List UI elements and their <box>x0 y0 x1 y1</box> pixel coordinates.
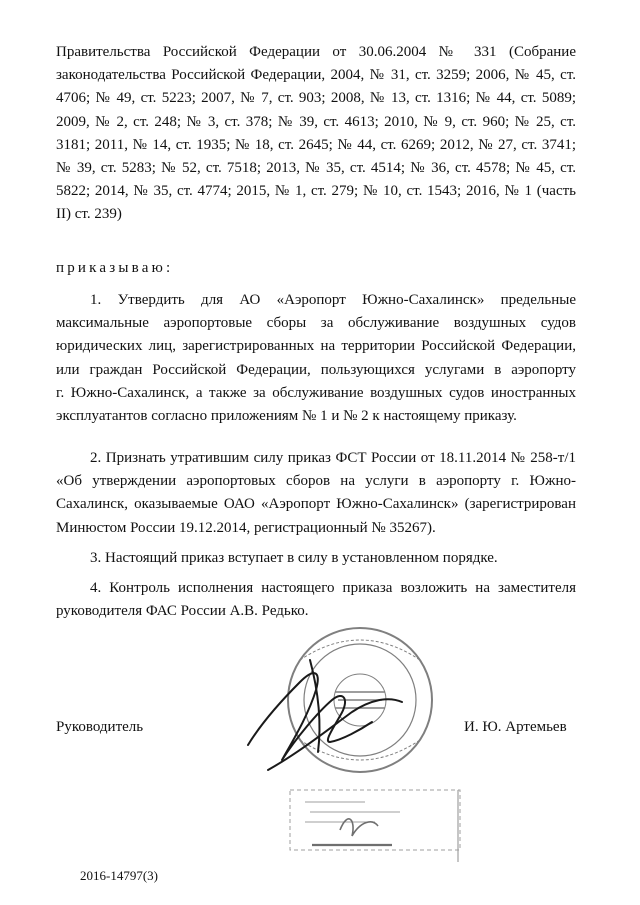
clause-line: юридических лиц, зарегистрированных на территории Российской Федерации, <box>56 338 576 355</box>
official-seal <box>288 628 432 772</box>
preamble-line: Правительства Российской Федерации от 30.06.2004 № 331 (Собрание <box>56 44 576 60</box>
clause-line: 1. Утвердить для АО «Аэропорт Южно-Сахалинск» предельные <box>90 292 576 308</box>
order-word: приказываю: <box>56 260 174 276</box>
clause-line: г. Южно-Сахалинск, а также за обслуживание воздушных судов иностранных <box>56 384 576 401</box>
preamble-line: II) ст. 239) <box>56 206 122 223</box>
clause-line: максимальные аэропортовые сборы за обслуживание воздушных судов <box>56 315 576 332</box>
preamble-line: № 39, ст. 5283; № 52, ст. 7518; 2013, № 35, ст. 4514; № 36, ст. 4578; № 45, ст. <box>56 160 576 177</box>
preamble-line: 2009, № 2, ст. 248; № 3, ст. 378; № 39, ст. 4613; 2010, № 9, ст. 960; № 25, ст. <box>56 113 576 130</box>
preamble-line: 5822; 2014, № 35, ст. 4774; 2015, № 1, ст. 279; № 10, ст. 1543; 2016, № 1 (часть <box>56 183 576 200</box>
clause-line: 3. Настоящий приказ вступает в силу в установленном порядке. <box>90 550 498 566</box>
clause-line: Сахалинск, оказываемые ОАО «Аэропорт Южно-Сахалинск» (зарегистрирован <box>56 496 576 513</box>
signer-name: И. Ю. Артемьев <box>464 719 567 735</box>
registration-stamp <box>290 790 460 862</box>
clause-line: 2. Признать утратившим силу приказ ФСТ России от 18.11.2014 № 258-т/1 <box>90 450 576 466</box>
clause-line: руководителя ФАС России А.В. Редько. <box>56 603 309 620</box>
clause-line: Минюстом России 19.12.2014, регистрационный № 35267). <box>56 519 436 536</box>
signer-position: Руководитель <box>56 719 144 735</box>
preamble-line: законодательства Российской Федерации, 2004, № 31, ст. 3259; 2006, № 45, ст. <box>56 67 576 84</box>
document-number: 2016-14797(3) <box>80 868 158 883</box>
clause-line: 4. Контроль исполнения настоящего приказа возложить на заместителя <box>90 580 576 596</box>
handwritten-signature <box>248 660 402 770</box>
clause-line: или граждан Российской Федерации, пользующихся услугами в аэропорту <box>56 361 576 378</box>
preamble-line: 3181; 2011, № 14, ст. 1935; № 18, ст. 2645; № 44, ст. 6269; 2012, № 27, ст. 3741; <box>56 136 576 153</box>
clause-line: эксплуатантов согласно приложениям № 1 и № 2 к настоящему приказу. <box>56 408 517 425</box>
preamble-line: 4706; № 49, ст. 5223; 2007, № 7, ст. 903; 2008, № 13, ст. 1316; № 44, ст. 5089; <box>56 90 576 107</box>
clause-line: «Об утверждении аэропортовых сборов на услуги в аэропорту г. Южно- <box>56 473 576 490</box>
